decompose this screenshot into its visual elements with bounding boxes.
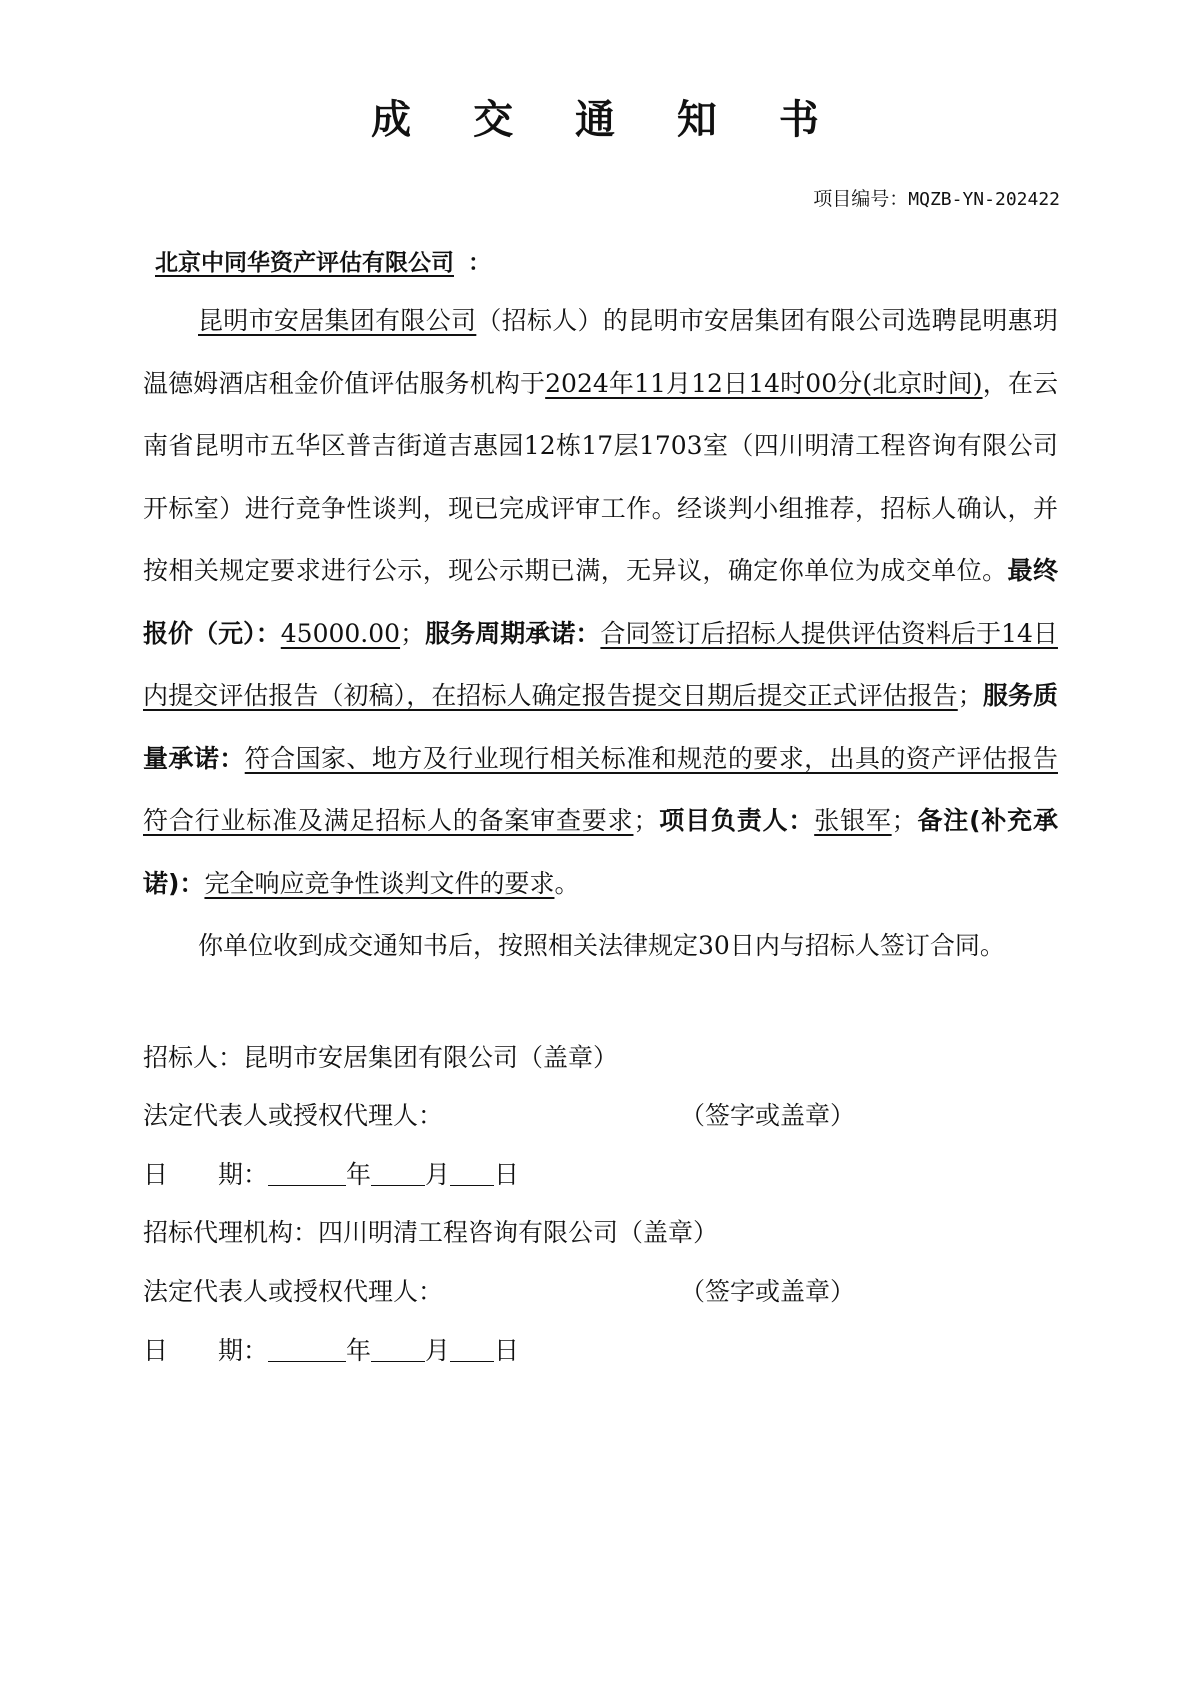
remarks-value: 完全响应竞争性谈判文件的要求 (204, 868, 555, 898)
award-text-2: ，在云南省昆明市五华区普吉街道吉惠园12栋17层1703室（四川明清工程咨询有限公司开标室）进行竞争性谈判，现已完成评审工作。经谈判小组推荐，招标人确认，并按相关规定要求进行公示，现公示期已满，无异议，确定你单位为成交单位。 (143, 368, 1058, 585)
notice-body (143, 290, 1058, 978)
document-title: 成 交 通 知 书 (371, 97, 843, 143)
addressee (143, 244, 491, 277)
project-number (813, 184, 1060, 211)
year-blank (268, 1159, 346, 1186)
award-text-1: （招标人）的昆明市安居集团有限公司选聘昆明惠玥温德姆酒店租金价值评估服务机构于 (143, 306, 1058, 398)
award-paragraph (143, 290, 1058, 915)
date-line-2 (143, 1331, 519, 1367)
date-line-1 (143, 1155, 519, 1191)
service-period-label: 服务周期承诺： (425, 618, 601, 648)
month-label: 月 (425, 1336, 451, 1365)
date-label: 日 期： (143, 1160, 269, 1189)
day-blank (450, 1159, 494, 1186)
contract-paragraph: 你单位收到成交通知书后，按照相关法律规定30日内与招标人签订合同。 (198, 931, 1005, 960)
remarks-label: 备注(补充承诺)： (143, 806, 1058, 898)
month-blank (371, 1159, 425, 1186)
sep-5: 。 (554, 868, 580, 898)
tenderer-name: 昆明市安居集团有限公司 (198, 306, 477, 335)
year-blank (268, 1335, 346, 1362)
project-number-label: 项目编号： (813, 188, 909, 210)
day-blank (450, 1335, 494, 1362)
date-label: 日 期： (143, 1336, 269, 1365)
tenderer-line: 招标人：昆明市安居集团有限公司（盖章） (143, 1043, 619, 1072)
addressee-name: 北京中同华资产评估有限公司 (155, 250, 454, 276)
month-blank (371, 1335, 425, 1362)
project-manager-label: 项目负责人： (658, 806, 815, 835)
sep-2: ； (957, 681, 983, 710)
day-label: 日 (494, 1336, 520, 1365)
addressee-suffix: ： (468, 250, 491, 276)
year-label: 年 (346, 1336, 372, 1365)
project-manager-value: 张银军 (814, 806, 892, 835)
month-label: 月 (425, 1160, 451, 1189)
agency-line: 招标代理机构：四川明清工程咨询有限公司（盖章） (143, 1218, 719, 1247)
service-period-value: 合同签订后招标人提供评估资料后于14日内提交评估报告（初稿），在招标人确定报告提交日期后提交正式评估报告 (143, 618, 1058, 710)
rep2-sign-note: （签字或盖章） (680, 1277, 856, 1306)
service-quality-label: 服务质量承诺： (143, 681, 1058, 773)
sep-4: ； (891, 806, 917, 835)
rep2-label: 法定代表人或授权代理人： (143, 1277, 444, 1306)
final-price-value: 45000.00 (280, 618, 401, 648)
opening-time: 2024年11月12日14时00分(北京时间) (545, 368, 983, 398)
sep-3: ； (633, 806, 659, 835)
sep-1: ； (400, 618, 426, 648)
year-label: 年 (346, 1160, 372, 1189)
day-label: 日 (494, 1160, 520, 1189)
rep1-sign-note: （签字或盖章） (680, 1101, 856, 1130)
final-price-label: 最终报价（元）： (143, 556, 1058, 648)
rep1-label: 法定代表人或授权代理人： (143, 1101, 444, 1130)
project-number-value: MQZB-YN-202422 (908, 189, 1060, 210)
service-quality-value: 符合国家、地方及行业现行相关标准和规范的要求，出具的资产评估报告符合行业标准及满足招标人的备案审查要求 (143, 743, 1058, 835)
